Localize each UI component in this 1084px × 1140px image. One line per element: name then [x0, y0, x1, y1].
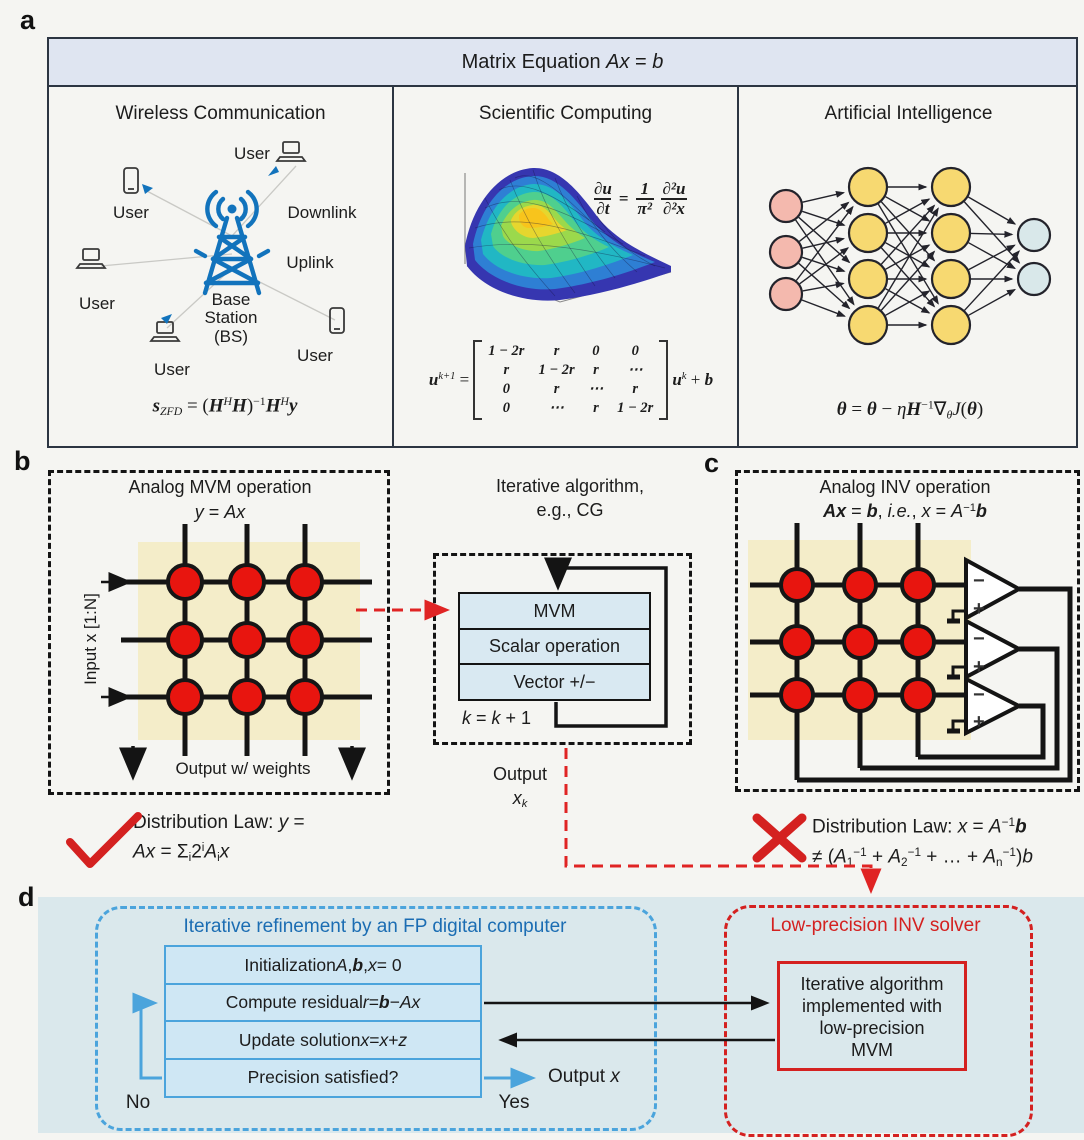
- step-update-solution: Update solution x = x + z: [164, 1020, 482, 1060]
- step-initialization: Initialization A , b , x = 0: [164, 945, 482, 985]
- user-label-1: User: [234, 144, 270, 163]
- yes-branch-label: Yes: [498, 1092, 530, 1113]
- algo-output-var: xk: [512, 788, 528, 811]
- laptop-icon: [151, 322, 179, 341]
- phone-icon: [124, 168, 138, 193]
- zfd-equation: sZFD = $(H^HH)^{-1}H^Hy$: [152, 395, 298, 418]
- algo-step-mvm: MVM: [458, 592, 651, 630]
- step-compute-residual: Compute residual r = b − Ax: [164, 983, 482, 1023]
- opamp-plus: +: [973, 711, 985, 733]
- inv-title: Analog INV operation: [819, 477, 991, 497]
- base-station-label: (BS): [214, 327, 248, 346]
- distribution-law-valid: Distribution Law: y = $Ax = \Sigma i2^iAix$: [133, 812, 305, 864]
- user-label-5: User: [297, 346, 333, 365]
- x-icon: [757, 818, 802, 858]
- mvm-title: Analog MVM operation: [128, 477, 312, 497]
- panel-a-header: [47, 37, 1078, 87]
- column-divider: [737, 85, 739, 446]
- panel-label-d: d: [18, 882, 35, 912]
- input-axis-label: Input x [1:N]: [81, 593, 100, 685]
- opamp-plus: +: [973, 598, 985, 620]
- panel-label-b: b: [14, 446, 31, 476]
- user-label-4: User: [154, 360, 190, 379]
- matrix-lhs: $u^{k+1}$ =: [428, 370, 470, 389]
- low-precision-mvm-box: Iterative algorithm implemented with low-precision MVM: [777, 961, 967, 1071]
- laptop-icon: [77, 249, 105, 268]
- memristor-cells: [168, 565, 322, 714]
- matrix-rhs: $u^k + b$: [672, 370, 714, 389]
- opamp-minus: −: [973, 570, 985, 592]
- crossbar-array-mvm: [95, 516, 385, 792]
- downlink-label: Downlink: [287, 203, 357, 222]
- panel-label-a: a: [20, 5, 36, 35]
- base-station-label: Station: [204, 308, 258, 327]
- uplink-label: Uplink: [286, 253, 334, 272]
- crossbar-array-inv: [735, 515, 1080, 795]
- panel-label-c: c: [704, 448, 720, 478]
- opamp-plus: +: [973, 656, 985, 678]
- algo-step-scalar: Scalar operation: [458, 628, 651, 666]
- base-station-label: Base: [211, 290, 251, 309]
- opamp-minus: −: [973, 628, 985, 650]
- fdm-matrix-equation: [406, 340, 736, 420]
- column-divider: [392, 85, 394, 446]
- iterative-algo-subtitle: e.g., CG: [536, 500, 604, 520]
- user-label-2: User: [113, 203, 149, 222]
- low-precision-solver-title: Low-precision INV solver: [770, 915, 981, 936]
- right-bracket: [659, 340, 668, 420]
- iterative-algo-title: Iterative algorithm,: [495, 476, 645, 496]
- step-precision-check: Precision satisfied?: [164, 1058, 482, 1098]
- final-output-label: Output x: [548, 1066, 620, 1087]
- check-icon: [70, 816, 138, 864]
- algo-step-vector: Vector +/−: [458, 663, 651, 701]
- left-bracket: [473, 340, 482, 420]
- scientific-title: Scientific Computing: [478, 103, 653, 124]
- neural-network-diagram: [752, 140, 1072, 370]
- matrix-cells: 1 − 2r r 0 0 r 1 − 2r r ⋯ 0 r ⋯ r 0 ⋯ r 1 − 2r: [488, 343, 654, 416]
- pde-equation: $\frac{\partial u}{\partial t}$ = $\frac{1}{\text{π²}}$ $\frac{\text{∂²u}}{\text{∂²x}}$: [594, 179, 686, 218]
- opamp-minus: −: [973, 684, 985, 706]
- iterative-refinement-title: Iterative refinement by an FP digital computer: [183, 916, 567, 937]
- iteration-counter: k = k + 1: [462, 708, 532, 728]
- user-label-3: User: [79, 294, 115, 313]
- output-axis-label: Output w/ weights: [175, 759, 311, 778]
- wireless-title: Wireless Communication: [115, 103, 326, 124]
- distribution-law-invalid: Distribution Law: $x = A^{-1}b$ ≠ ($A1^{-1} + A2^{-1}$ + … + $An^{-1})b$: [812, 816, 1033, 870]
- matrix-equation-title: Matrix Equation Ax = b: [461, 51, 664, 73]
- mvm-subtitle: y = Ax: [194, 502, 246, 522]
- inv-subtitle: Ax = b, i.e., $x = A^{-1}b$: [823, 501, 987, 521]
- algo-steps: [458, 592, 651, 701]
- no-branch-label: No: [125, 1092, 151, 1113]
- memristor-cells: [781, 569, 934, 711]
- surface-plot: [455, 148, 680, 318]
- algo-output-word: Output: [492, 764, 548, 784]
- newton-update-equation: $\theta = \theta - \eta H^{-1}\nabla\theta J(\theta)$: [836, 398, 984, 422]
- base-station-icon: [196, 192, 268, 293]
- phone-icon: [330, 308, 344, 333]
- refinement-steps: [164, 945, 482, 1098]
- ai-title: Artificial Intelligence: [824, 103, 993, 124]
